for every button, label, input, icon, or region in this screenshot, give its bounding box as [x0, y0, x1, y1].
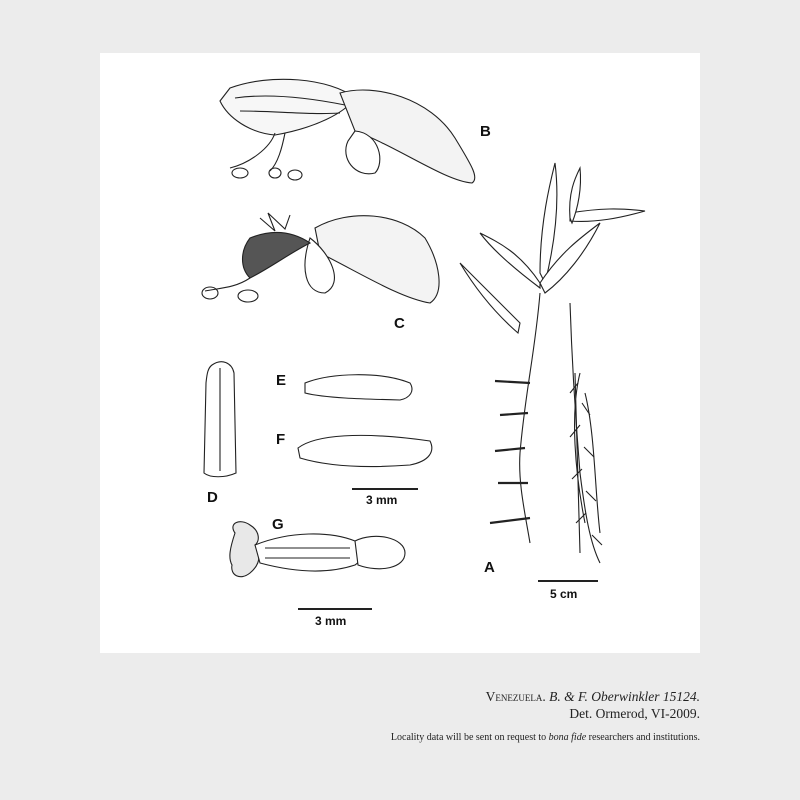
- label-e: E: [276, 372, 287, 389]
- collector: B. & F. Oberwinkler 15124.: [549, 689, 700, 704]
- locality-note: [391, 732, 700, 743]
- label-d: D: [207, 489, 218, 506]
- scale-label-2: 3 mm: [315, 614, 347, 628]
- determination: Det. Ormerod, VI-2009.: [569, 706, 700, 721]
- caption: [391, 688, 700, 743]
- label-g: G: [272, 516, 284, 533]
- note-emphasis: bona fide: [548, 732, 587, 743]
- country: Venezuela.: [485, 689, 546, 704]
- label-c: C: [394, 315, 405, 332]
- note-prefix: Locality data will be sent on request to: [390, 732, 547, 743]
- drawing-b-flower-side: [220, 79, 475, 183]
- drawing-f-sepal: [298, 435, 432, 466]
- illustration-plate: [100, 53, 700, 653]
- label-b: B: [480, 123, 491, 140]
- label-f: F: [276, 431, 286, 448]
- botanical-drawing: [100, 53, 700, 653]
- scale-label-3: 5 cm: [550, 587, 578, 601]
- drawing-c-flower-open: [202, 213, 439, 303]
- drawing-e-sepal: [305, 375, 412, 400]
- scale-label-1: 3 mm: [366, 493, 398, 507]
- drawing-d-petal: [204, 362, 236, 477]
- note-suffix: researchers and institutions.: [588, 732, 700, 743]
- drawing-a-habit: [460, 163, 645, 563]
- drawing-g-lip: [230, 522, 405, 577]
- label-a: A: [484, 559, 495, 576]
- collection-line: [391, 688, 700, 705]
